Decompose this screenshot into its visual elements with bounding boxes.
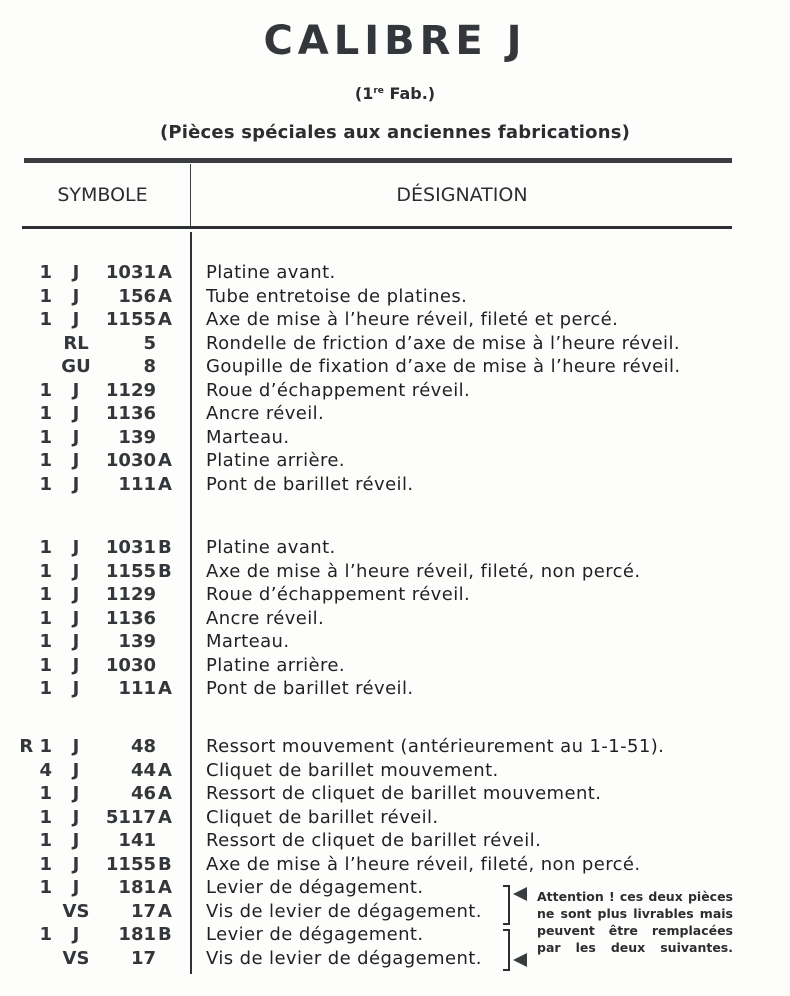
table-row bbox=[0, 380, 790, 403]
table-row bbox=[0, 584, 790, 607]
table-row bbox=[0, 286, 790, 309]
part-suffix: B bbox=[158, 560, 172, 582]
table-row bbox=[0, 333, 790, 356]
part-number: 5 bbox=[143, 332, 156, 354]
part-number: 17 bbox=[130, 947, 156, 969]
part-number: 111 bbox=[118, 678, 156, 699]
part-number: 5117 bbox=[105, 806, 156, 828]
part-quantity: 1 bbox=[39, 262, 52, 283]
part-number: 46 bbox=[130, 783, 156, 804]
part-designation: Cliquet de barillet mouvement. bbox=[206, 759, 499, 781]
part-designation: Platine arrière. bbox=[206, 450, 345, 471]
bracket-first-pair bbox=[503, 885, 510, 925]
part-designation: Axe de mise à l’heure réveil, fileté, non percé. bbox=[206, 560, 641, 582]
part-prefix: J bbox=[72, 736, 80, 757]
part-suffix: A bbox=[158, 783, 172, 804]
part-prefix: GU bbox=[61, 356, 91, 377]
part-number: 1155 bbox=[105, 853, 156, 875]
part-number: 156 bbox=[118, 285, 156, 307]
part-number: 1129 bbox=[105, 584, 156, 605]
fabrication-suffix: Fab.) bbox=[383, 84, 436, 103]
part-suffix: A bbox=[158, 309, 172, 330]
part-prefix: VS bbox=[62, 947, 90, 969]
table-row bbox=[0, 450, 790, 473]
part-number: 141 bbox=[118, 830, 156, 851]
part-suffix: A bbox=[158, 262, 172, 283]
header-column-divider bbox=[190, 164, 191, 226]
part-prefix: J bbox=[72, 537, 80, 558]
table-row bbox=[0, 655, 790, 678]
document-title: CALIBRE J bbox=[263, 18, 527, 64]
part-number: 8 bbox=[143, 356, 156, 377]
table-row bbox=[0, 736, 790, 759]
part-prefix: J bbox=[72, 309, 80, 330]
left-arrow-icon bbox=[513, 953, 527, 967]
table-row bbox=[0, 309, 790, 332]
part-number: 1129 bbox=[105, 379, 156, 401]
table-row bbox=[0, 403, 790, 426]
part-suffix: A bbox=[158, 678, 172, 699]
part-designation: Levier de dégagement. bbox=[206, 877, 424, 898]
part-prefix: J bbox=[72, 678, 80, 699]
part-quantity: 1 bbox=[39, 379, 52, 401]
part-quantity: 1 bbox=[39, 473, 52, 495]
part-suffix: A bbox=[158, 450, 172, 471]
part-number: 181 bbox=[118, 877, 156, 898]
part-quantity: 1 bbox=[39, 560, 52, 582]
document-description: (Pièces spéciales aux anciennes fabrications) bbox=[159, 122, 631, 143]
part-quantity: 1 bbox=[39, 450, 52, 471]
part-number: 1155 bbox=[105, 309, 156, 330]
bracket-second-pair bbox=[503, 929, 510, 971]
table-row bbox=[0, 783, 790, 806]
table-row bbox=[0, 830, 790, 853]
part-suffix: A bbox=[158, 759, 172, 781]
part-number: 1031 bbox=[105, 537, 156, 558]
part-quantity: R 1 bbox=[19, 736, 52, 757]
table-row bbox=[0, 427, 790, 450]
fabrication-label bbox=[0, 84, 790, 103]
part-number: 139 bbox=[118, 631, 156, 652]
part-number: 1136 bbox=[105, 403, 156, 424]
fabrication-superscript: re bbox=[373, 86, 384, 96]
part-prefix: J bbox=[72, 783, 80, 804]
part-designation: Ressort de cliquet de barillet mouvement. bbox=[206, 783, 602, 804]
part-quantity: 1 bbox=[39, 607, 52, 629]
part-number: 48 bbox=[130, 736, 156, 757]
part-number: 111 bbox=[118, 473, 156, 495]
part-prefix: J bbox=[72, 924, 80, 945]
column-header-symbole: SYMBOLE bbox=[57, 184, 148, 206]
part-quantity: 1 bbox=[39, 877, 52, 898]
part-quantity: 1 bbox=[39, 654, 52, 676]
part-suffix: A bbox=[158, 473, 172, 495]
table-row bbox=[0, 537, 790, 560]
part-designation: Platine avant. bbox=[206, 262, 336, 283]
part-suffix: A bbox=[158, 900, 172, 922]
part-quantity: 1 bbox=[39, 584, 52, 605]
part-designation: Ressort mouvement (antérieurement au 1-1-51). bbox=[206, 736, 665, 757]
table-row bbox=[0, 631, 790, 654]
table-row bbox=[0, 608, 790, 631]
part-prefix: J bbox=[72, 285, 80, 307]
part-prefix: J bbox=[72, 262, 80, 283]
part-suffix: B bbox=[158, 537, 172, 558]
table-row bbox=[0, 561, 790, 584]
part-prefix: J bbox=[72, 654, 80, 676]
part-designation: Roue d’échappement réveil. bbox=[206, 584, 471, 605]
part-number: 1136 bbox=[105, 607, 156, 629]
part-prefix: J bbox=[72, 560, 80, 582]
part-designation: Platine avant. bbox=[206, 537, 336, 558]
table-row bbox=[0, 854, 790, 877]
part-prefix: VS bbox=[62, 900, 90, 922]
part-prefix: J bbox=[72, 877, 80, 898]
part-prefix: J bbox=[72, 473, 80, 495]
table-row bbox=[0, 807, 790, 830]
part-quantity: 1 bbox=[39, 678, 52, 699]
note-line: Attention ! ces deux pièces bbox=[537, 889, 733, 904]
part-designation: Levier de dégagement. bbox=[206, 924, 424, 945]
part-designation: Axe de mise à l’heure réveil, fileté, non percé. bbox=[206, 853, 641, 875]
part-suffix: A bbox=[158, 877, 172, 898]
part-designation: Pont de barillet réveil. bbox=[206, 473, 414, 495]
part-quantity: 1 bbox=[39, 309, 52, 330]
part-prefix: J bbox=[72, 806, 80, 828]
part-prefix: J bbox=[72, 379, 80, 401]
part-quantity: 1 bbox=[39, 426, 52, 448]
part-prefix: J bbox=[72, 403, 80, 424]
part-designation: Goupille de fixation d’axe de mise à l’heure réveil. bbox=[206, 356, 681, 377]
part-designation: Ancre réveil. bbox=[206, 607, 325, 629]
part-number: 139 bbox=[118, 426, 156, 448]
part-number: 17 bbox=[130, 900, 156, 922]
part-number: 1030 bbox=[105, 654, 156, 676]
part-designation: Axe de mise à l’heure réveil, fileté et percé. bbox=[206, 309, 619, 330]
part-quantity: 1 bbox=[39, 806, 52, 828]
table-top-rule bbox=[24, 158, 732, 163]
part-suffix: B bbox=[158, 853, 172, 875]
part-designation: Pont de barillet réveil. bbox=[206, 678, 414, 699]
part-prefix: J bbox=[72, 759, 80, 781]
part-designation: Vis de levier de dégagement. bbox=[206, 900, 482, 922]
left-arrow-icon bbox=[513, 887, 527, 901]
part-prefix: J bbox=[72, 450, 80, 471]
note-line: par les deux suivantes. bbox=[537, 940, 733, 955]
part-designation: Cliquet de barillet réveil. bbox=[206, 806, 439, 828]
part-suffix: B bbox=[158, 924, 172, 945]
part-designation: Marteau. bbox=[206, 631, 290, 652]
part-designation: Rondelle de friction d’axe de mise à l’heure réveil. bbox=[206, 332, 680, 354]
part-number: 1030 bbox=[105, 450, 156, 471]
part-suffix: A bbox=[158, 285, 172, 307]
part-designation: Ancre réveil. bbox=[206, 403, 325, 424]
part-quantity: 1 bbox=[39, 631, 52, 652]
note-line: peuvent être remplacées bbox=[537, 923, 733, 938]
part-prefix: J bbox=[72, 830, 80, 851]
part-quantity: 1 bbox=[39, 853, 52, 875]
part-number: 181 bbox=[118, 924, 156, 945]
part-number: 1031 bbox=[105, 262, 156, 283]
table-row bbox=[0, 474, 790, 497]
part-quantity: 4 bbox=[39, 759, 52, 781]
table-header-rule bbox=[22, 226, 732, 229]
part-prefix: J bbox=[72, 584, 80, 605]
part-designation: Ressort de cliquet de barillet réveil. bbox=[206, 830, 542, 851]
part-number: 44 bbox=[130, 759, 156, 781]
part-designation: Platine arrière. bbox=[206, 654, 345, 676]
part-quantity: 1 bbox=[39, 783, 52, 804]
replacement-note bbox=[537, 888, 733, 956]
part-prefix: J bbox=[72, 631, 80, 652]
column-header-designation: DÉSIGNATION bbox=[396, 184, 528, 206]
part-quantity: 1 bbox=[39, 830, 52, 851]
table-row bbox=[0, 678, 790, 701]
part-quantity: 1 bbox=[39, 537, 52, 558]
part-prefix: J bbox=[72, 853, 80, 875]
table-row bbox=[0, 760, 790, 783]
part-designation: Marteau. bbox=[206, 426, 290, 448]
part-quantity: 1 bbox=[39, 285, 52, 307]
part-designation: Vis de levier de dégagement. bbox=[206, 947, 482, 969]
part-prefix: J bbox=[72, 607, 80, 629]
part-prefix: J bbox=[72, 426, 80, 448]
part-designation: Roue d’échappement réveil. bbox=[206, 379, 471, 401]
part-quantity: 1 bbox=[39, 924, 52, 945]
part-quantity: 1 bbox=[39, 403, 52, 424]
fabrication-prefix: (1 bbox=[354, 84, 374, 103]
table-row bbox=[0, 262, 790, 285]
part-prefix: RL bbox=[63, 332, 89, 354]
part-number: 1155 bbox=[105, 560, 156, 582]
part-suffix: A bbox=[158, 806, 172, 828]
table-row bbox=[0, 356, 790, 379]
part-designation: Tube entretoise de platines. bbox=[206, 285, 468, 307]
note-line: ne sont plus livrables mais bbox=[537, 906, 733, 921]
